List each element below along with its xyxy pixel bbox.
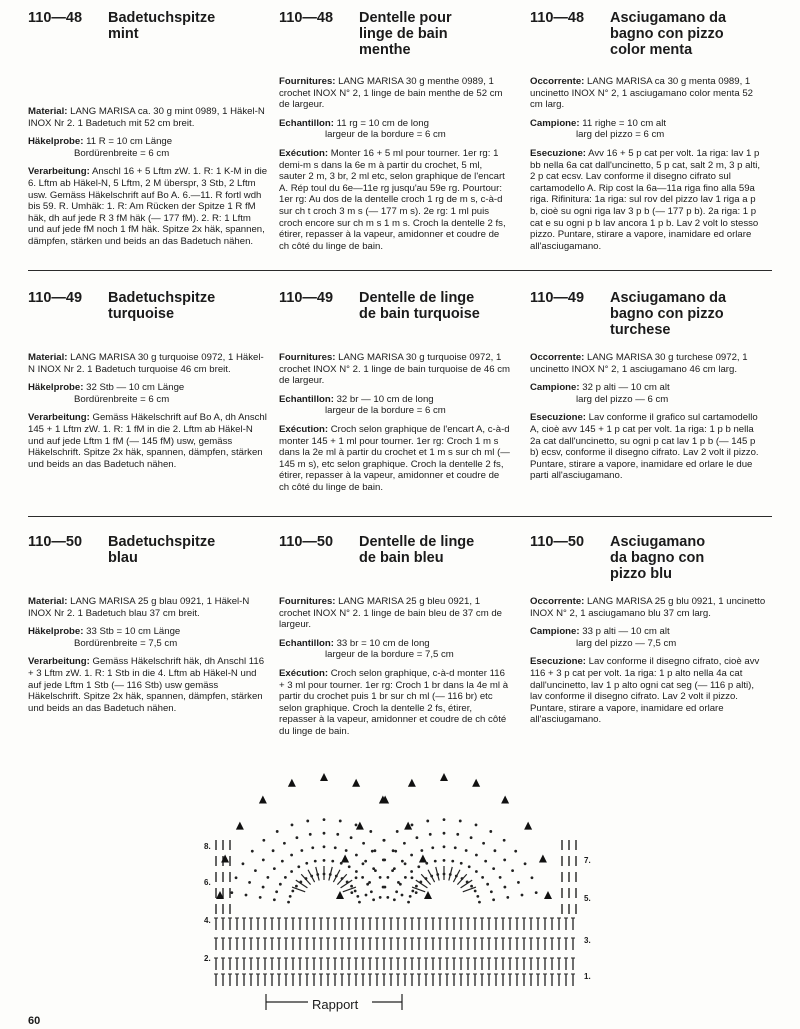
chain-stitch — [420, 849, 423, 852]
chain-stitch — [443, 818, 446, 821]
fan-treble — [337, 874, 346, 884]
gauge-paragraph: Campione: 32 p alti — 10 cm alt larg del pizzo — 6 cm — [530, 382, 670, 405]
chain-stitch — [355, 854, 358, 857]
chain-stitch — [314, 860, 317, 863]
chain-stitch — [364, 860, 367, 863]
chain-stitch — [354, 890, 357, 893]
pattern-title: Dentelle de linge de bain bleu — [359, 534, 475, 566]
pattern-title: Dentelle de linge de bain turquoise — [359, 290, 480, 322]
chain-stitch — [443, 832, 446, 835]
chain-stitch — [403, 842, 406, 845]
chain-stitch — [535, 891, 538, 894]
pattern-title: Asciugamano da bagno con pizzo color menta — [610, 10, 727, 58]
chain-stitch — [404, 876, 407, 879]
chain-stitch — [417, 865, 420, 868]
pattern-title: Asciugamano da bagno con pizzo turchese — [610, 290, 727, 338]
chain-stitch — [358, 901, 361, 904]
chain-stitch — [470, 885, 473, 888]
row-label: 3. — [584, 936, 591, 945]
materials-paragraph: Material: LANG MARISA 25 g blau 0921, 1 Häkel-N INOX Nr 2. 1 Badetuch blau 37 cm breit. — [28, 596, 250, 619]
instructions-paragraph: Esecuzione: Lav conforme il disegno cifrato, cioè avv 116 + 3 p cat per volt. 1a riga: 1 p alto nella 4a cat dall'uncinetto, lav 1 p alto ogni cat seg (— 116 p alti), lav conforme il disegno cifrato. Lav 2 volt il pizzo. Puntare, stirare a vapore, inamidare ed orlare all'asciugamano. — [530, 656, 760, 726]
chain-stitch — [490, 890, 493, 893]
gauge-paragraph: Echantillon: 33 br = 10 cm de long largeur de la bordure = 7,5 cm — [279, 637, 454, 661]
pattern-number: 110—49 — [28, 290, 83, 306]
fan-treble — [453, 870, 460, 882]
entry-110-48-it — [530, 10, 766, 259]
pattern-number: 110—49 — [279, 290, 334, 306]
fan-treble — [457, 874, 466, 884]
section-divider — [28, 516, 772, 517]
chain-stitch — [459, 820, 462, 823]
chain-stitch — [425, 862, 428, 865]
row-label: 6. — [204, 878, 211, 887]
page-number: 60 — [28, 1015, 41, 1027]
chain-stitch — [356, 895, 359, 898]
entry-110-49-de — [28, 290, 268, 477]
instructions-paragraph: Verarbeitung: Gemäss Häkelschrift auf Bo A, dh Anschl 145 + 1 Lftm zW. 1. R: 1 fM in die 2. Lftm ab Häkel-N und auf jede Lftm 1 fM (— 145 fM) usw, gemäss Häkelschrift. Spitze 2x häk, spannen, dämpfen, stärken und beids an das Badetuch nähen. — [28, 412, 267, 470]
chain-stitch — [309, 833, 312, 836]
chain-stitch — [355, 876, 358, 879]
chain-stitch — [334, 846, 337, 849]
section-divider — [28, 270, 772, 271]
picot-stitch — [539, 855, 547, 863]
chain-stitch — [374, 849, 377, 852]
materials-paragraph: Material: LANG MARISA 30 g turquoise 0972, 1 Häkel-N INOX Nr 2. 1 Badetuch turquoise 46 cm breit. — [28, 352, 264, 375]
chain-stitch — [254, 869, 257, 872]
instructions-paragraph: Exécution: Croch selon graphique, c-à-d monter 116 + 3 ml pour tourner. 1er rg: Croch 1 br dans la 4e ml à partir du crochet puis 1 br sur ch ml (— 116 br) etc selon graphique. Croch la dentelle 2 fs, étirer, repasser à la vapeur, amidonner et coudre de ch côté du linge de bain. — [279, 667, 509, 737]
picot-stitch — [501, 796, 509, 804]
pattern-title: Badetuchspitze mint — [108, 10, 216, 42]
row-label: 5. — [584, 894, 591, 903]
chain-stitch — [291, 890, 294, 893]
materials-paragraph: Fournitures: LANG MARISA 30 g menthe 0989, 1 crochet INOX N° 2, 1 linge de bain menthe de 52 cm de largeur. — [279, 76, 503, 111]
chain-stitch — [281, 860, 284, 863]
instructions-paragraph: Esecuzione: Lav conforme il grafico sul cartamodello A, cioè avv 145 + 1 p cat per volt. 1a riga: 1 p b nella 2a cat dall'uncinetto, su ogni p cat lav 1 p b (— 145 p b) ecsv, conforme il disegno cifrato. Lav 2 volt il pizzo. Puntare, stirare a vapore, inamidare ed orlare le due parti all'asciugamano. — [530, 412, 759, 482]
chain-stitch — [393, 898, 396, 901]
chain-stitch — [323, 859, 326, 862]
chain-stitch — [266, 876, 269, 879]
instructions-paragraph: Exécution: Monter 16 + 5 ml pour tourner. 1er rg: 1 demi-m s dans la 6e m à partir du crochet, 5 ml, sauter 2 m, 3 br, 2 ml etc, selon graphique de l'encart A. Rép toul du 6e—11e rg jusqu'au 59e rg. Pourtour: 1er rg: Au dos de la dentelle croch 1 rg de m s, c-à-d sur ch t croch 3 m s (— 177 m s). 2e rg: 1 ml puis croch encore sur ch m s 1 m s. Croch la dentelle 2 fs, étirer, repasser à la vapeur, amidonner et coudre de ch côté du linge de bain. — [279, 147, 506, 252]
chain-stitch — [323, 832, 326, 835]
chain-stitch — [362, 842, 365, 845]
chain-stitch — [503, 886, 506, 889]
chain-stitch — [499, 876, 502, 879]
materials-paragraph: Fournitures: LANG MARISA 25 g bleu 0921, 1 crochet INOX N° 2. 1 linge de bain bleu de 37 cm de largeur. — [279, 596, 503, 631]
chain-stitch — [284, 876, 287, 879]
chain-stitch — [478, 901, 481, 904]
row-label: 7. — [584, 856, 591, 865]
picot-stitch — [320, 773, 328, 781]
pattern-number: 110—50 — [530, 534, 585, 550]
gauge-paragraph: Campione: 33 p alti — 10 cm alt larg del pizzo — 7,5 cm — [530, 626, 677, 649]
chain-stitch — [230, 891, 233, 894]
picot-stitch — [352, 779, 360, 787]
materials-paragraph: Material: LANG MARISA ca. 30 g mint 0989, 1 Häkel-N INOX Nr 2. 1 Badetuch mit 52 cm breit. — [28, 106, 265, 129]
pattern-title: Asciugamano da bagno con pizzo blu — [610, 534, 706, 582]
chain-stitch — [323, 818, 326, 821]
chain-stitch — [514, 850, 517, 853]
chain-stitch — [431, 846, 434, 849]
chain-stitch — [290, 870, 293, 873]
chain-stitch — [503, 859, 506, 862]
row-label: 1. — [584, 972, 591, 981]
crochet-chart — [196, 748, 616, 1024]
entry-110-49-fr — [279, 290, 511, 501]
chain-stitch — [371, 850, 374, 853]
chain-stitch — [451, 860, 454, 863]
chain-stitch — [379, 876, 382, 879]
instructions-paragraph: Exécution: Croch selon graphique de l'encart A, c-à-d monter 145 + 1 ml pour tourner. 1er rg: Croch 1 m s dans la 2e ml à partir du crochet et 1 m s sur ch ml (— 145 m s), etc selon graphique. Croch la dentelle 2 fs, étirer, repasser à la vapeur, amidonner et coudre de ch côté du linge de bain. — [279, 423, 510, 493]
chain-stitch — [468, 865, 471, 868]
gauge-paragraph: Häkelprobe: 32 Stb — 10 cm Länge Bordürenbreite = 6 cm — [28, 382, 185, 405]
chain-stitch — [305, 862, 308, 865]
pattern-number: 110—48 — [28, 10, 83, 26]
row-label: 2. — [204, 954, 211, 963]
chain-stitch — [345, 849, 348, 852]
chain-stitch — [399, 883, 402, 886]
chain-stitch — [410, 854, 413, 857]
chain-stitch — [456, 833, 459, 836]
chain-stitch — [355, 824, 358, 827]
gauge-paragraph: Echantillon: 11 rg = 10 cm de long largeur de la bordure = 6 cm — [279, 117, 446, 141]
picot-stitch — [236, 822, 244, 830]
fan-treble — [301, 874, 310, 884]
pattern-title: Dentelle pour linge de bain menthe — [359, 10, 452, 58]
chain-stitch — [273, 867, 276, 870]
chain-stitch — [410, 870, 413, 873]
fan-treble — [333, 870, 340, 882]
chain-stitch — [395, 890, 398, 893]
chain-stitch — [295, 885, 298, 888]
chain-stitch — [262, 859, 265, 862]
chain-stitch — [350, 885, 353, 888]
chain-stitch — [348, 865, 351, 868]
chain-stitch — [323, 845, 326, 848]
chain-stitch — [454, 846, 457, 849]
picot-stitch — [424, 891, 432, 899]
chain-stitch — [401, 860, 404, 863]
pattern-title: Badetuchspitze blau — [108, 534, 216, 566]
entry-110-50-de — [28, 534, 268, 721]
chain-stitch — [287, 901, 290, 904]
pattern-number: 110—50 — [28, 534, 83, 550]
chain-stitch — [382, 859, 385, 862]
chain-stitch — [259, 896, 262, 899]
materials-paragraph: Occorrente: LANG MARISA ca 30 g menta 0989, 1 uncinetto INOX N° 2, 1 asciugamano color menta 52 cm larg. — [530, 76, 754, 111]
chain-stitch — [306, 820, 309, 823]
chain-stitch — [396, 830, 399, 833]
chain-stitch — [386, 876, 389, 879]
chain-stitch — [374, 869, 377, 872]
fan-treble — [421, 874, 430, 884]
chain-stitch — [276, 830, 279, 833]
chain-stitch — [475, 870, 478, 873]
chain-stitch — [401, 894, 404, 897]
chain-stitch — [411, 890, 414, 893]
gauge-paragraph: Häkelprobe: 33 Stb = 10 cm Länge Bordürenbreite = 7,5 cm — [28, 626, 181, 649]
chain-stitch — [370, 890, 373, 893]
instructions-paragraph: Verarbeitung: Anschl 16 + 5 Lftm zW. 1. R: 1 K-M in die 6. Lftm ab Häkel-N, 5 Lftm, 2 M überspr, 3 Stb, 2 Lftm usw. Gemäss Häkelschrift auf Bo A. 6.—11. R fortl wdh bis 59. R. Umhäk: 1. R: Am Rücken der Spitze 1 R fM häk, dh auf jede R 3 fM häk (— 177 fM). 2. R: 1 Lftm und auf jede fM noch 1 fM häk. Spitze 2x häk, spannen, dämpfen, stärken und beids an das Badetuch nähen. — [28, 166, 268, 247]
chain-stitch — [394, 850, 397, 853]
chain-stitch — [245, 894, 248, 897]
chain-stitch — [369, 830, 372, 833]
row-label: 4. — [204, 916, 211, 925]
crochet-diagram — [196, 748, 616, 1024]
pattern-number: 110—49 — [530, 290, 585, 306]
chain-stitch — [361, 876, 364, 879]
chain-stitch — [392, 849, 395, 852]
chain-stitch — [297, 865, 300, 868]
fan-treble — [308, 870, 315, 882]
chain-stitch — [531, 876, 534, 879]
gauge-paragraph: Häkelprobe: 11 R = 10 cm Länge Bordürenbreite = 6 cm — [28, 136, 173, 159]
chain-stitch — [475, 854, 478, 857]
chain-stitch — [407, 901, 410, 904]
chain-stitch — [235, 876, 238, 879]
chain-stitch — [460, 862, 463, 865]
chain-stitch — [379, 896, 382, 899]
chain-stitch — [415, 891, 418, 894]
materials-paragraph: Occorrente: LANG MARISA 30 g turchese 0972, 1 uncinetto INOX N° 2, 1 asciugamano 46 cm larg. — [530, 352, 748, 375]
chain-stitch — [503, 839, 506, 842]
chain-stitch — [279, 883, 282, 886]
chain-stitch — [429, 833, 432, 836]
chain-stitch — [426, 820, 429, 823]
chain-stitch — [362, 862, 365, 865]
row-label: 8. — [204, 842, 211, 851]
chain-stitch — [273, 898, 276, 901]
chain-stitch — [350, 891, 353, 894]
picot-stitch — [472, 779, 480, 787]
entry-110-50-fr — [279, 534, 511, 745]
fan-treble — [428, 870, 435, 882]
chain-stitch — [443, 845, 446, 848]
chain-stitch — [484, 860, 487, 863]
chain-stitch — [411, 824, 414, 827]
chain-stitch — [511, 869, 514, 872]
chain-stitch — [404, 862, 407, 865]
chain-stitch — [331, 860, 334, 863]
picot-stitch — [419, 855, 427, 863]
chain-stitch — [291, 824, 294, 827]
chain-stitch — [443, 859, 446, 862]
chain-stitch — [283, 842, 286, 845]
materials-paragraph: Occorrente: LANG MARISA 25 g blu 0921, 1 uncinetto INOX N° 2, 1 asciugamano blu 37 cm larg. — [530, 596, 766, 619]
instructions-paragraph: Esecuzione: Avv 16 + 5 p cat per volt. 1a riga: lav 1 p bb nella 6a cat dall'uncinetto, 5 p cat, salt 2 m, 3 p alti, 2 p cat ecsv. Lav conforme il disegno cifrato sul cartamodello A. Rip cost la 6a—11a riga fino alla 59a riga. Rifinitura: 1a riga: sul rov del pizzo lav 1 riga a p b, cioè su ogni riga lav 3 p b (— 177 p b). 2a riga: 1 p cat e su ogni p b lav ancora 1 p b. Lav 2 volt lo stesso pizzo. Puntare, stirare a vapore, inamidare ed orlare all'asciugamano. — [530, 147, 761, 252]
chain-stitch — [382, 886, 385, 889]
pattern-title: Badetuchspitze turquoise — [108, 290, 216, 322]
chain-stitch — [311, 846, 314, 849]
chain-stitch — [494, 849, 497, 852]
chain-stitch — [296, 836, 299, 839]
pattern-number: 110—48 — [530, 10, 585, 26]
instructions-paragraph: Verarbeitung: Gemäss Häkelschrift häk, dh Anschl 116 + 3 Lftm zW. 1. R: 1 Stb in die 4. Lftm ab Häkel-N und auf jede Lftm 1 Stb (— 116 Stb) usw gemäss Häkelschrift. Spitze 2x häk, spannen, dämpfen, stärken und beids an das Badetuch nähen. — [28, 656, 265, 714]
chain-stitch — [465, 849, 468, 852]
pattern-number: 110—48 — [279, 10, 334, 26]
chain-stitch — [521, 894, 524, 897]
entry-110-48-fr — [279, 10, 511, 259]
chain-stitch — [382, 839, 385, 842]
chain-stitch — [300, 849, 303, 852]
chain-stitch — [248, 881, 251, 884]
picot-stitch — [544, 891, 552, 899]
chain-stitch — [476, 895, 479, 898]
chain-stitch — [416, 836, 419, 839]
picot-stitch — [408, 779, 416, 787]
picot-stitch — [336, 891, 344, 899]
picot-stitch — [221, 855, 229, 863]
chain-stitch — [355, 870, 358, 873]
pattern-number: 110—50 — [279, 534, 334, 550]
picot-stitch — [288, 779, 296, 787]
chain-stitch — [415, 885, 418, 888]
chain-stitch — [474, 890, 477, 893]
picot-stitch — [341, 855, 349, 863]
chain-stitch — [262, 886, 265, 889]
picot-stitch — [440, 773, 448, 781]
chain-stitch — [482, 842, 485, 845]
chain-stitch — [486, 883, 489, 886]
gauge-paragraph: Campione: 11 righe = 10 cm alt larg del pizzo = 6 cm — [530, 117, 667, 141]
chain-stitch — [393, 867, 396, 870]
chain-stitch — [275, 890, 278, 893]
picot-stitch — [259, 796, 267, 804]
chain-stitch — [434, 860, 437, 863]
chain-stitch — [492, 867, 495, 870]
chain-stitch — [290, 854, 293, 857]
chain-stitch — [289, 895, 292, 898]
chain-stitch — [475, 824, 478, 827]
rapport-label: Rapport — [312, 997, 359, 1012]
chain-stitch — [365, 894, 368, 897]
gauge-paragraph: Echantillon: 32 br — 10 cm de long largeur de la bordure = 6 cm — [279, 393, 446, 417]
chain-stitch — [386, 896, 389, 899]
entry-110-48-de — [28, 10, 268, 255]
chain-stitch — [339, 820, 342, 823]
entry-110-49-it — [530, 290, 766, 489]
chain-stitch — [409, 895, 412, 898]
entry-110-50-it — [530, 534, 766, 733]
materials-paragraph: Fournitures: LANG MARISA 30 g turquoise 0972, 1 crochet INOX N° 2. 1 linge de bain turquoise de 46 cm de largeur. — [279, 352, 511, 387]
chain-stitch — [251, 850, 254, 853]
chain-stitch — [372, 898, 375, 901]
chain-stitch — [411, 876, 414, 879]
chain-stitch — [492, 898, 495, 901]
chain-stitch — [242, 862, 245, 865]
chain-stitch — [506, 896, 509, 899]
chain-stitch — [336, 833, 339, 836]
chain-stitch — [517, 881, 520, 884]
chain-stitch — [350, 836, 353, 839]
chain-stitch — [481, 876, 484, 879]
chain-stitch — [470, 836, 473, 839]
chain-stitch — [524, 862, 527, 865]
picot-stitch — [524, 822, 532, 830]
chain-stitch — [489, 830, 492, 833]
chain-stitch — [368, 881, 371, 884]
chain-stitch — [272, 849, 275, 852]
chain-stitch — [262, 839, 265, 842]
